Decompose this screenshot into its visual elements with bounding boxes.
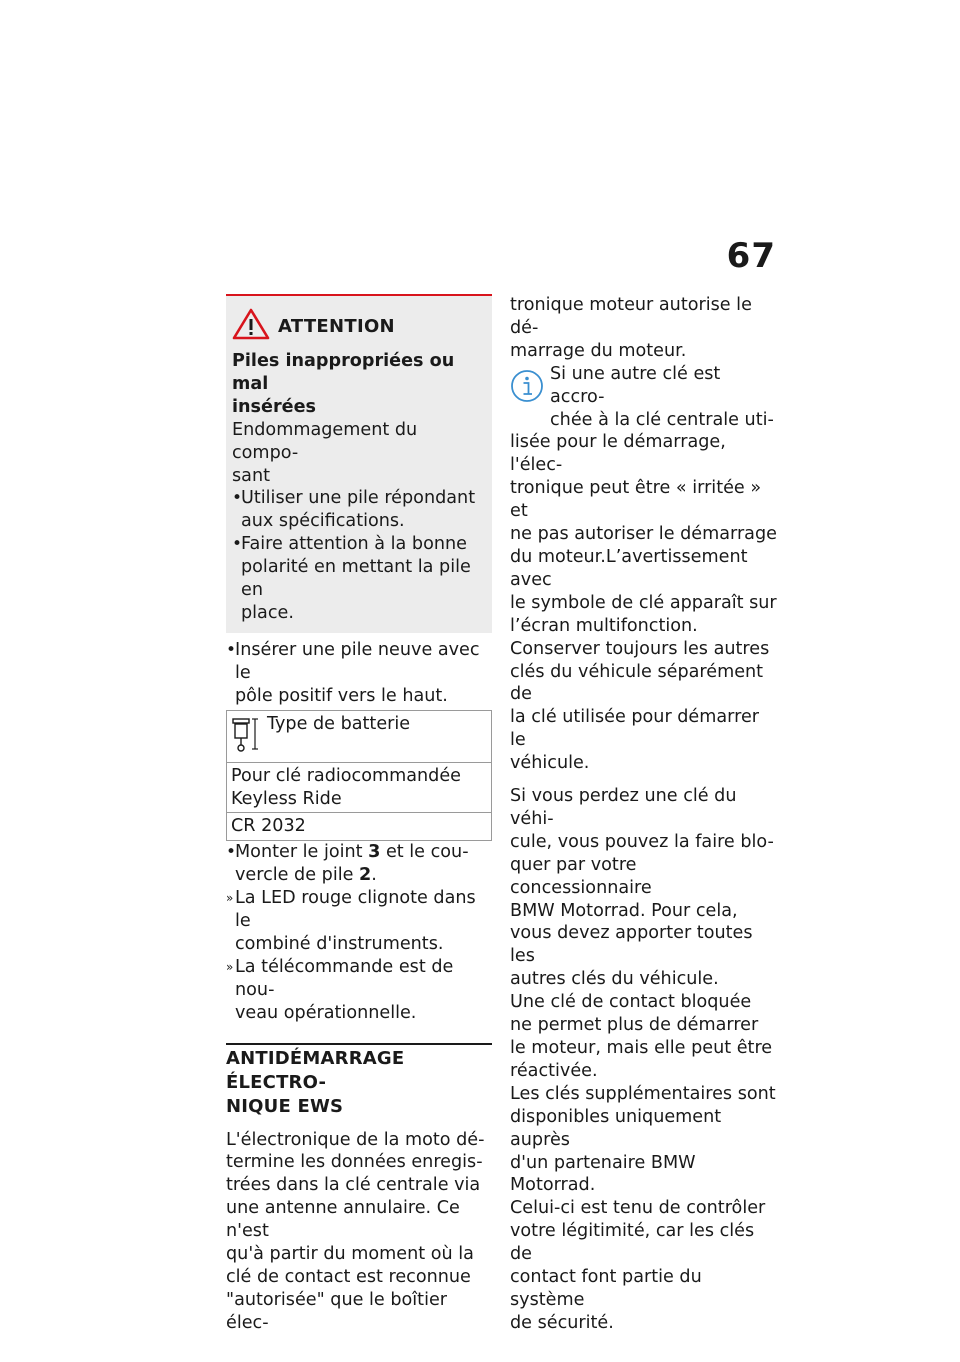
section-paragraph: L'électronique de la moto dé- termine les données enregis- trées dans la clé centrale via une antenne annulaire. Ce n'est qu'à partir du moment où la clé de contact est reconnue "autorisée" que le boîtier élec-: [226, 1129, 485, 1333]
result-arrow-icon: »: [226, 959, 234, 974]
page-number: 67: [726, 236, 776, 276]
bullet-icon: •: [226, 639, 237, 660]
warning-triangle-icon: [232, 308, 270, 347]
bullet-icon: •: [226, 842, 237, 863]
attention-box: [226, 294, 492, 633]
step-mount-cover: • Monter le joint 3 et le cou- vercle de pile 2.: [226, 842, 469, 886]
attention-consequence: Endommagement du compo- sant: [232, 419, 418, 486]
battery-table: [226, 710, 492, 842]
bullet-icon: •: [232, 534, 243, 555]
paragraph-continued: tronique moteur autorise le dé- marrage du moteur.: [510, 295, 752, 361]
result-arrow-icon: »: [226, 891, 234, 906]
bullet-icon: •: [232, 488, 243, 509]
lost-key-paragraph: Si vous perdez une clé du véhi- cule, vous pouvez la faire blo- quer par votre concessionnaire BMW Motorrad. Pour cela, vous devez apporter toutes les autres clés du véhicule. Une clé de contact bloquée ne permet plus de démarrer le moteur, mais elle peut être réactivée. Les clés supplémentaires sont disponibles uniquement auprès d'un partenaire BMW Motorrad. Celui-ci est tenu de contrôler votre légitimité, car les clés de contact font partie du système de sécurité.: [510, 786, 776, 1333]
step-insert-battery: • Insérer une pile neuve avec le pôle positif vers le haut.: [226, 639, 480, 706]
left-column: [226, 294, 492, 1335]
section-title: ANTIDÉMARRAGE ÉLECTRO- NIQUE EWS: [226, 1043, 492, 1119]
battery-spec-icon: [231, 713, 261, 760]
attention-subtitle: Piles inappropriées ou mal insérées: [232, 351, 455, 417]
attention-bullet: • Utiliser une pile répondant aux spécifications.: [232, 488, 476, 532]
battery-table-header: [227, 710, 492, 762]
right-column: [510, 294, 780, 1335]
info-note: Si une autre clé est accro- chée à la clé centrale uti- lisée pour le démarrage, l'élec- tronique peut être « irritée » et ne pas autoriser le démarrage du moteur.L’avertissement avec le symbole de clé apparaît sur l’écran multifonction. Conserver toujours les autres clés du véhicule séparément de la clé utilisée pour démarrer le véhicule.: [510, 363, 777, 774]
battery-table-row: Pour clé radiocommandée Keyless Ride: [227, 762, 492, 813]
info-icon: [510, 363, 544, 432]
battery-type-value: CR 2032: [227, 813, 492, 841]
attention-header: [232, 310, 486, 344]
attention-title: ATTENTION: [278, 315, 395, 337]
attention-bullet: • Faire attention à la bonne polarité en mettant la pile en place.: [232, 534, 471, 623]
step-result: » La LED rouge clignote dans le combiné d'instruments.: [226, 888, 476, 954]
battery-table-row: [227, 813, 492, 841]
battery-table-header-label: Type de batterie: [267, 713, 411, 734]
step-result: » La télécommande est de nou- veau opérationnelle.: [226, 956, 454, 1023]
